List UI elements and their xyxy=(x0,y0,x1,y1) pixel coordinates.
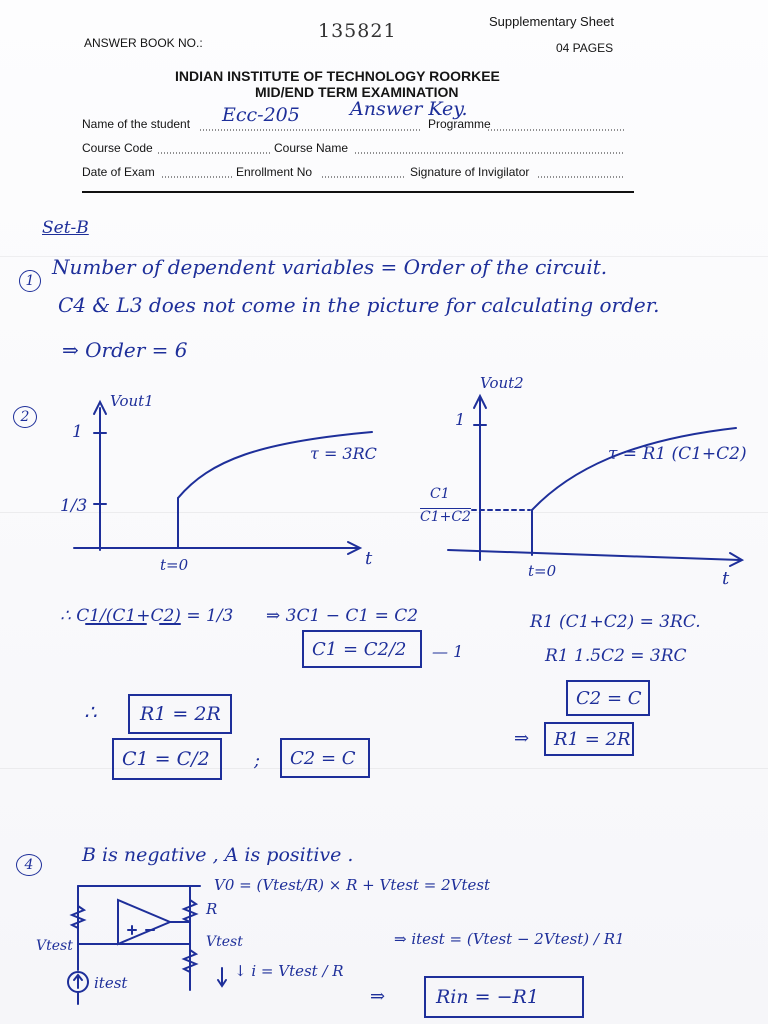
box-c2-c-right: C2 = C xyxy=(566,680,650,716)
graph1-xlabel: t xyxy=(365,548,373,569)
student-name-value: Ecc-205 xyxy=(222,104,300,126)
q1-line-1: Number of dependent variables = Order of the circuit. xyxy=(52,255,608,279)
q4-line-1: B is negative , A is positive . xyxy=(82,844,354,866)
graph2-ylabel: Vout2 xyxy=(480,374,524,392)
graph2-t0: t=0 xyxy=(528,562,557,580)
question-4-number: 4 xyxy=(16,854,42,876)
signature-label: Signature of Invigilator xyxy=(410,165,530,179)
graph1-tick-1: 1 xyxy=(72,422,83,442)
therefore-sign: ∴ xyxy=(84,700,97,724)
q1-line-3: ⇒ Order = 6 xyxy=(62,338,188,362)
programme-label: Programme xyxy=(428,117,491,131)
vtest-right-label: Vtest xyxy=(206,934,243,950)
vo-equation: V0 = (Vtest/R) × R + Vtest = 2Vtest xyxy=(214,876,491,894)
pages-count: 04 PAGES xyxy=(556,41,614,55)
name-label: Name of the student xyxy=(82,117,191,131)
answer-book-label: ANSWER BOOK NO.: xyxy=(84,36,203,50)
box-r1-2r: R1 = 2R xyxy=(128,694,232,734)
q1-line-2: C4 & L3 does not come in the picture for calculating order. xyxy=(58,293,660,317)
graph2-tau: τ = R1 (C1+C2) xyxy=(608,444,747,464)
current-equation: ↓ i = Vtest / R xyxy=(234,962,344,980)
box-c2-c: C2 = C xyxy=(280,738,370,778)
programme-value: Answer Key. xyxy=(350,98,468,120)
graph1-tau: τ = 3RC xyxy=(310,444,377,463)
eq-ratio: ∴ C1/(C1+C2) = 1/3 xyxy=(60,606,234,626)
graph1-tick-third: 1/3 xyxy=(60,496,88,516)
eq-r1-c1c2: R1 (C1+C2) = 3RC. xyxy=(530,612,701,632)
equation-ref-1: — 1 xyxy=(432,642,464,661)
separator: ; xyxy=(254,750,261,771)
graph2-tick-den: C1+C2 xyxy=(420,509,471,525)
eq-r1-1.5c2: R1 1.5C2 = 3RC xyxy=(545,646,687,666)
enrollment-label: Enrollment No xyxy=(236,165,313,179)
course-name-label: Course Name xyxy=(274,141,349,155)
op-amp-triangle xyxy=(118,900,170,944)
box-c1-c2-half: C1 = C2/2 xyxy=(302,630,422,668)
rin-arrow: ⇒ xyxy=(370,986,386,1007)
exam-title: MID/END TERM EXAMINATION xyxy=(255,84,459,100)
vtest-left-label: Vtest xyxy=(36,938,73,954)
course-code-label: Course Code xyxy=(82,141,153,155)
eq-3c1: ⇒ 3C1 − C1 = C2 xyxy=(266,606,419,626)
graph1-curve xyxy=(178,432,372,498)
question-2-number: 2 xyxy=(13,406,37,428)
graph1-ylabel: Vout1 xyxy=(110,392,154,410)
set-label: Set-B xyxy=(42,218,89,238)
supplementary-label: Supplementary Sheet xyxy=(489,14,615,29)
graph2-x-axis xyxy=(448,550,740,560)
graph2-tick-1: 1 xyxy=(455,410,466,429)
graph2-xlabel: t xyxy=(722,568,730,589)
itest-source-label: itest xyxy=(94,974,128,992)
itest-equation: ⇒ itest = (Vtest − 2Vtest) / R1 xyxy=(394,930,625,948)
graph2-curve xyxy=(532,428,736,510)
graph1-t0: t=0 xyxy=(160,556,189,574)
question-1-number: 1 xyxy=(19,270,41,292)
date-label: Date of Exam xyxy=(82,165,155,179)
box-c1-c-half: C1 = C/2 xyxy=(112,738,222,780)
box-r1-2r-right: R1 = 2R xyxy=(544,722,634,756)
graph2-tick-num: C1 xyxy=(430,486,450,502)
implies-arrow: ⇒ xyxy=(514,728,530,749)
answer-book-number: 135821 xyxy=(318,20,397,42)
resistor-label: R xyxy=(206,900,218,918)
institute-name: INDIAN INSTITUTE OF TECHNOLOGY ROORKEE xyxy=(175,68,500,84)
box-rin: Rin = −R1 xyxy=(424,976,584,1018)
current-source-arrow xyxy=(74,975,82,988)
